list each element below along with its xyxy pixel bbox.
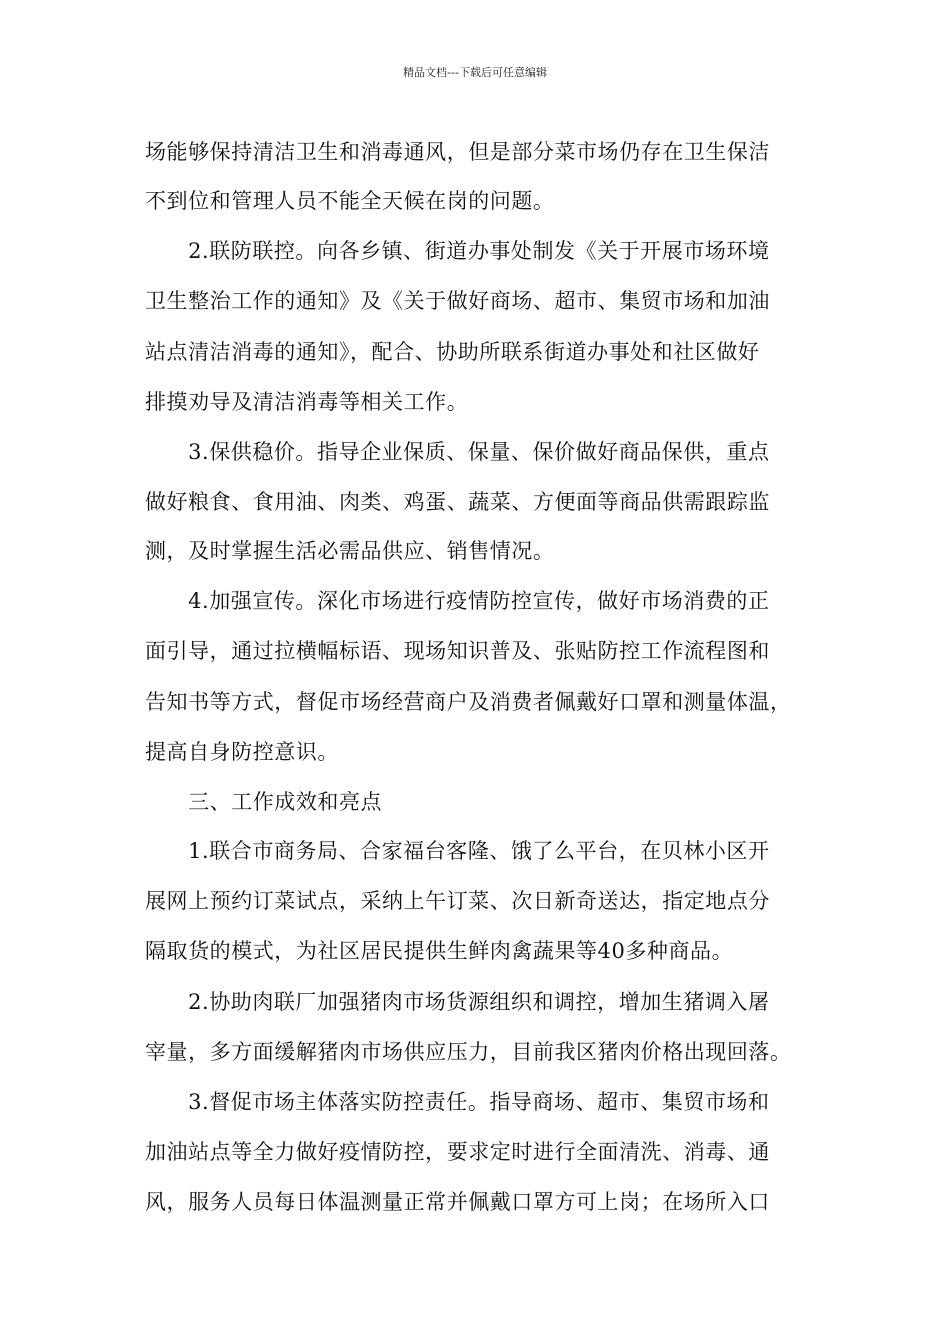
paragraph-line: 面引导，通过拉横幅标语、现场知识普及、张贴防控工作流程图和	[145, 639, 770, 663]
paragraph-line: 告知书等方式，督促市场经营商户及消费者佩戴好口罩和测量体温，	[145, 690, 792, 714]
paragraph-line: 4.加强宣传。深化市场进行疫情防控宣传，做好市场消费的正	[145, 589, 770, 613]
paragraph-line: 2.联防联控。向各乡镇、街道办事处制发《关于开展市场环境	[145, 239, 770, 263]
paragraph-line: 3.督促市场主体落实防控责任。指导商场、超市、集贸市场和	[145, 1090, 770, 1114]
paragraph-line: 3.保供稳价。指导企业保质、保量、保价做好商品保供，重点	[145, 440, 770, 464]
paragraph-line: 加油站点等全力做好疫情防控，要求定时进行全面清洗、消毒、通	[145, 1140, 770, 1164]
paragraph-line: 风，服务人员每日体温测量正常并佩戴口罩方可上岗；在场所入口	[145, 1190, 770, 1214]
paragraph-line: 宰量，多方面缓解猪肉市场供应压力，目前我区猪肉价格出现回落。	[145, 1040, 792, 1064]
paragraph-line: 展网上预约订菜试点，采纳上午订菜、次日新奇送达，指定地点分	[145, 889, 770, 913]
section-heading: 三、工作成效和亮点	[145, 790, 383, 814]
paragraph-line: 隔取货的模式，为社区居民提供生鲜肉禽蔬果等40多种商品。	[145, 939, 734, 963]
paragraph-line: 不到位和管理人员不能全天候在岗的问题。	[145, 189, 555, 213]
paragraph-line: 2.协助肉联厂加强猪肉市场货源组织和调控，增加生猪调入屠	[145, 990, 770, 1014]
paragraph-line: 提高自身防控意识。	[145, 740, 339, 764]
paragraph-line: 卫生整治工作的通知》及《关于做好商场、超市、集贸市场和加油	[145, 289, 770, 313]
paragraph-line: 排摸劝导及清洁消毒等相关工作。	[145, 390, 469, 414]
paragraph-line: 做好粮食、食用油、肉类、鸡蛋、蔬菜、方便面等商品供需跟踪监	[145, 490, 770, 514]
paragraph-line: 测，及时掌握生活必需品供应、销售情况。	[145, 539, 555, 563]
paragraph-line: 站点清洁消毒的通知》，配合、协助所联系街道办事处和社区做好	[145, 340, 760, 364]
page-header: 精品文档---下载后可任意编辑	[403, 66, 547, 79]
paragraph-line: 1.联合市商务局、合家福台客隆、饿了么平台，在贝林小区开	[145, 839, 770, 863]
paragraph-line: 场能够保持清洁卫生和消毒通风，但是部分菜市场仍存在卫生保洁	[145, 140, 770, 164]
